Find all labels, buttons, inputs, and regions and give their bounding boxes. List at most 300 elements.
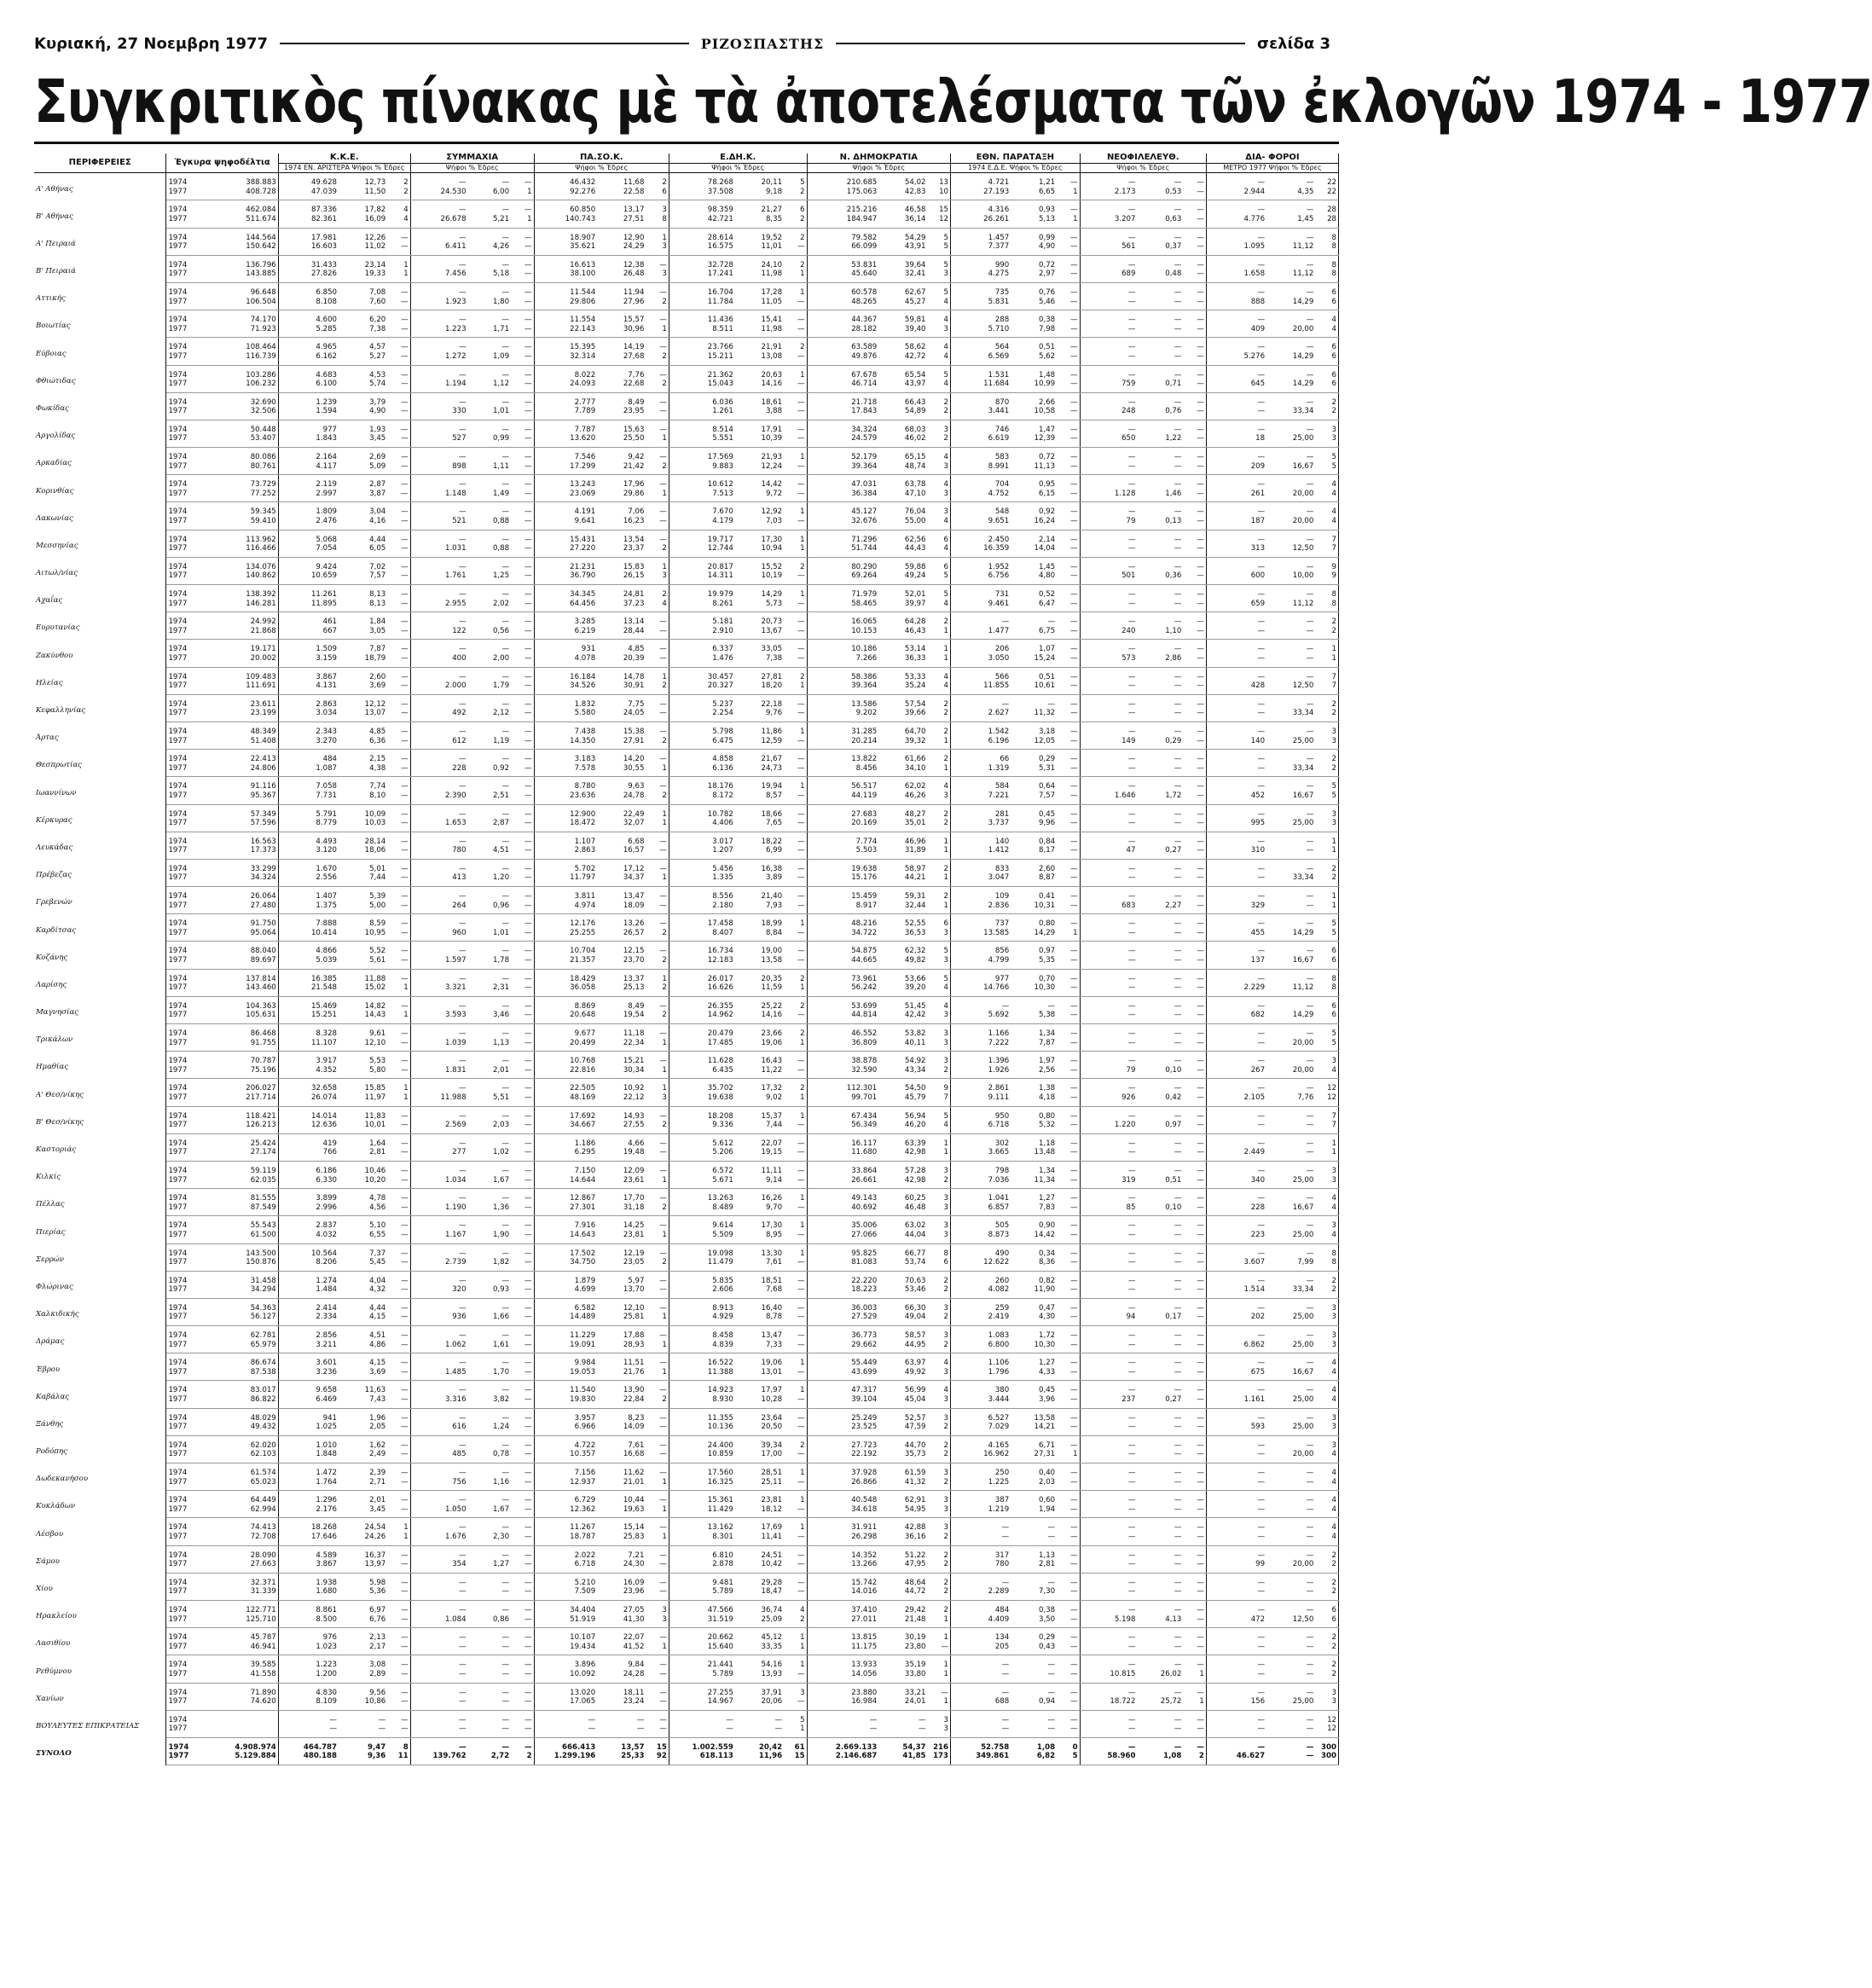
value-cell: —	[1257, 507, 1266, 517]
value-cell: 1.128	[1080, 490, 1137, 502]
table-row	[34, 1724, 1339, 1737]
value-cell: 264	[410, 901, 467, 914]
value-cell: 2,02	[468, 600, 512, 612]
value-cell: 11,51	[623, 1359, 645, 1368]
value-cell: 17.485	[669, 1039, 734, 1052]
value-cell: —	[501, 370, 510, 380]
value-cell: 31,18	[597, 1203, 646, 1216]
value-cell: 1	[646, 1176, 669, 1189]
value-cell: 12,73	[364, 178, 386, 188]
value-cell: —	[1080, 1285, 1137, 1298]
value-cell: 22,07	[623, 1633, 645, 1643]
value-cell: 2,01	[468, 1066, 512, 1079]
value-cell: 11,32	[1011, 709, 1057, 722]
value-cell: 15.176	[807, 873, 878, 886]
value-cell: 1,13	[468, 1039, 512, 1052]
value-cell: —	[1057, 1106, 1080, 1121]
value-cell: 1	[646, 1368, 669, 1381]
value-cell: —	[1174, 370, 1182, 380]
value-cell: —	[387, 819, 410, 832]
region-name: Χίου	[34, 1573, 166, 1600]
value-cell: 4,35	[1266, 188, 1315, 200]
value-cell: 4	[1315, 475, 1338, 490]
value-cell: 0,29	[1039, 755, 1056, 764]
value-cell: 116.739	[209, 352, 278, 365]
value-cell: —	[1127, 1742, 1136, 1752]
value-cell: —	[1080, 1450, 1137, 1463]
value-cell: —	[387, 1435, 410, 1450]
value-cell: 2	[646, 1203, 669, 1216]
value-cell: 10.107	[570, 1633, 596, 1643]
value-cell: —	[387, 1148, 410, 1161]
value-cell: 25,00	[1266, 1395, 1315, 1408]
value-cell: —	[1057, 1615, 1080, 1628]
value-cell: 380	[994, 1386, 1010, 1395]
value-cell: 16,26	[761, 1194, 783, 1203]
value-cell: —	[1174, 1605, 1182, 1614]
value-cell: 704	[994, 480, 1010, 490]
value-cell: 40.692	[807, 1203, 878, 1216]
value-cell: —	[1306, 1221, 1314, 1231]
value-cell: —	[1306, 1715, 1314, 1724]
value-cell: —	[387, 325, 410, 338]
value-cell: —	[511, 1643, 534, 1655]
value-cell: 61.500	[209, 1231, 278, 1243]
value-cell: —	[1183, 1353, 1206, 1368]
value-cell: —	[459, 617, 467, 627]
value-cell: —	[511, 434, 534, 447]
value-cell: 32.506	[209, 407, 278, 420]
value-cell: 3.017	[712, 837, 733, 846]
value-cell: 13,48	[1011, 1148, 1057, 1161]
value-cell: 96.648	[209, 282, 278, 297]
value-cell: 4	[928, 380, 951, 392]
value-cell: 505	[994, 1221, 1010, 1231]
value-cell: —	[387, 654, 410, 667]
value-cell: 150.642	[209, 242, 278, 255]
value-cell: 3	[1315, 1216, 1338, 1231]
value-cell: 1	[784, 1655, 807, 1670]
value-cell: 12,38	[623, 260, 645, 270]
value-cell: —	[1137, 819, 1183, 832]
value-cell: 34.324	[209, 873, 278, 886]
value-cell: 2.176	[278, 1505, 339, 1518]
region-name: Δράμας	[34, 1326, 166, 1353]
value-cell: 20.479	[707, 1029, 733, 1038]
value-cell: —	[1174, 1057, 1182, 1066]
value-cell: —	[511, 654, 534, 667]
value-cell: 1,34	[1039, 1029, 1056, 1038]
value-cell: 2.173	[1080, 188, 1137, 200]
value-cell: 4,66	[628, 1139, 645, 1148]
value-cell: 28.182	[807, 325, 878, 338]
value-cell: —	[1057, 1518, 1080, 1533]
value-cell: 14.014	[310, 1111, 338, 1121]
value-cell: —	[387, 1066, 410, 1079]
value-cell: —	[387, 1573, 410, 1587]
value-cell: 2	[784, 255, 807, 270]
value-cell: 31.458	[209, 1271, 278, 1285]
value-cell: —	[784, 1545, 807, 1560]
value-cell: —	[646, 310, 669, 325]
value-cell: —	[1266, 654, 1315, 667]
value-cell: 28.090	[209, 1545, 278, 1560]
value-cell: 1	[511, 188, 534, 200]
value-cell: 18,66	[761, 809, 783, 819]
value-cell: 409	[1206, 325, 1266, 338]
value-cell: 7.058	[316, 782, 338, 791]
value-cell: 14,19	[623, 343, 645, 352]
value-cell: —	[410, 1697, 467, 1710]
value-cell: 5,46	[1011, 298, 1057, 310]
value-cell: —	[1174, 562, 1182, 571]
value-cell	[209, 1710, 278, 1724]
value-cell: —	[1057, 873, 1080, 886]
value-cell: 1	[928, 627, 951, 640]
value-cell: —	[1127, 1496, 1136, 1505]
value-cell: 42,72	[878, 352, 927, 365]
value-cell: 29,42	[904, 1605, 926, 1614]
value-cell: —	[387, 1189, 410, 1203]
value-cell: —	[646, 1545, 669, 1560]
value-cell: 99	[1206, 1560, 1266, 1573]
value-cell: 33,34	[1266, 764, 1315, 777]
value-cell: 4.858	[712, 755, 733, 764]
value-cell: 43,34	[878, 1066, 927, 1079]
value-cell: 1,67	[468, 1176, 512, 1189]
table-row	[34, 1710, 1339, 1724]
year-cell: 1974	[168, 1469, 188, 1477]
value-cell: —	[784, 1148, 807, 1161]
value-cell: 1	[928, 873, 951, 886]
value-cell: 17.646	[278, 1533, 339, 1545]
value-cell: 6.810	[712, 1550, 733, 1560]
value-cell: —	[511, 1697, 534, 1710]
value-cell: —	[387, 1203, 410, 1216]
value-cell: —	[459, 755, 467, 764]
value-cell: —	[1183, 1341, 1206, 1353]
value-cell: 13.815	[851, 1633, 878, 1643]
value-cell: 75.196	[209, 1066, 278, 1079]
value-cell: 18,22	[761, 837, 783, 846]
value-cell: 40.548	[851, 1496, 878, 1505]
year-cell: 1977	[166, 764, 210, 777]
value-cell: 98.359	[707, 206, 733, 215]
value-cell: —	[1057, 571, 1080, 584]
value-cell: —	[1080, 1724, 1137, 1737]
value-cell: 6	[928, 557, 951, 571]
value-cell: 490	[994, 1249, 1010, 1258]
value-cell: —	[1174, 617, 1182, 627]
value-cell: 62.035	[209, 1176, 278, 1189]
value-cell: 92.276	[534, 188, 597, 200]
value-cell: 32.590	[807, 1066, 878, 1079]
value-cell: 3	[1315, 1326, 1338, 1341]
table-row	[34, 1258, 1339, 1271]
value-cell: 4.699	[534, 1285, 597, 1298]
value-cell: —	[1206, 1478, 1266, 1491]
value-cell: 21.548	[278, 983, 339, 996]
value-cell: 2	[784, 215, 807, 228]
value-cell: 58.960	[1080, 1752, 1137, 1765]
value-cell: —	[784, 1258, 807, 1271]
value-cell: 9.614	[712, 1221, 733, 1231]
value-cell: 1.186	[574, 1139, 596, 1148]
value-cell: 19,33	[339, 270, 387, 282]
value-cell: —	[1306, 1303, 1314, 1313]
value-cell: —	[1080, 1368, 1137, 1381]
value-cell: 60.850	[570, 206, 596, 215]
value-cell: 9,96	[1011, 819, 1057, 832]
value-cell: —	[1127, 755, 1136, 764]
value-cell: —	[1174, 1688, 1182, 1697]
value-cell: —	[646, 709, 669, 722]
value-cell: —	[1174, 1469, 1182, 1477]
value-cell: —	[784, 1176, 807, 1189]
region-name: Λευκάδας	[34, 832, 166, 859]
value-cell: —	[784, 517, 807, 530]
value-cell: 1,46	[1137, 490, 1183, 502]
value-cell: 11.628	[707, 1057, 733, 1066]
value-cell: 1,27	[1039, 1359, 1056, 1368]
value-cell: 66	[1000, 755, 1010, 764]
value-cell: 6.800	[951, 1341, 1011, 1353]
value-cell: —	[501, 397, 510, 407]
value-cell: —	[387, 352, 410, 365]
value-cell: 25.424	[209, 1133, 278, 1148]
value-cell: —	[387, 1628, 410, 1643]
value-cell: 3	[1315, 1408, 1338, 1423]
value-cell: 46,02	[878, 434, 927, 447]
value-cell: —	[1266, 1533, 1315, 1545]
value-cell: —	[1183, 1395, 1206, 1408]
value-cell: —	[459, 1496, 467, 1505]
year-cell: 1974	[168, 178, 188, 188]
value-cell: 12,19	[623, 1249, 645, 1258]
value-cell: 4.316	[988, 206, 1010, 215]
value-cell: 27,05	[623, 1605, 645, 1614]
value-cell: —	[784, 1298, 807, 1313]
value-cell: 2	[1315, 1545, 1338, 1560]
value-cell: 6.862	[1206, 1341, 1266, 1353]
value-cell: 1,08	[1036, 1742, 1056, 1752]
value-cell: —	[1174, 809, 1182, 819]
value-cell: —	[1127, 1029, 1136, 1038]
value-cell: 48.216	[851, 919, 878, 929]
value-cell: —	[1080, 298, 1137, 310]
value-cell: 14.311	[669, 571, 734, 584]
value-cell: —	[1127, 1084, 1136, 1093]
value-cell: —	[1057, 612, 1080, 627]
year-cell: 1974	[168, 1221, 188, 1231]
value-cell: 5.580	[534, 709, 597, 722]
value-cell: 66,43	[904, 397, 926, 407]
value-cell: 5,36	[339, 1587, 387, 1600]
value-cell: 5,52	[369, 947, 386, 956]
value-cell: 2	[1315, 1655, 1338, 1670]
value-cell: —	[501, 1166, 510, 1175]
value-cell: 46,43	[878, 627, 927, 640]
value-cell: 15,37	[761, 1111, 783, 1121]
value-cell: —	[459, 397, 467, 407]
value-cell: 12.867	[570, 1194, 596, 1203]
value-cell: —	[1257, 947, 1266, 956]
value-cell: 6,05	[339, 544, 387, 557]
value-cell: 3.441	[951, 407, 1011, 420]
value-cell: —	[646, 694, 669, 709]
value-cell: —	[1080, 600, 1137, 612]
value-cell: 15,41	[761, 316, 783, 325]
value-cell: 1.680	[278, 1587, 339, 1600]
value-cell: 4,26	[468, 242, 512, 255]
value-cell: 2	[784, 969, 807, 983]
value-cell: 86.822	[209, 1395, 278, 1408]
value-cell: —	[501, 1715, 510, 1724]
value-cell: —	[387, 1491, 410, 1505]
value-cell: —	[511, 228, 534, 242]
value-cell: 2.627	[951, 709, 1011, 722]
value-cell: —	[501, 343, 510, 352]
value-cell: —	[1266, 1148, 1315, 1161]
value-cell: 1	[646, 1231, 669, 1243]
value-cell: —	[511, 1106, 534, 1121]
value-cell: 5,27	[339, 352, 387, 365]
value-cell: 1	[1315, 1148, 1338, 1161]
value-cell: 5,97	[628, 1276, 645, 1285]
value-cell: —	[1183, 325, 1206, 338]
value-cell: 13,47	[761, 1331, 783, 1341]
value-cell: 0,72	[1039, 260, 1056, 270]
state-deputies-label: ΒΟΥΛΕΥΤΕΣ ΕΠΙΚΡΑΤΕΙΑΣ	[34, 1710, 166, 1737]
year-cell: 1977	[166, 709, 210, 722]
value-cell: 86.674	[209, 1353, 278, 1368]
value-cell: 54,29	[904, 233, 926, 242]
value-cell: 2.863	[316, 699, 338, 709]
value-cell: —	[1257, 1440, 1266, 1450]
value-cell: 9,56	[369, 1688, 386, 1697]
value-cell: —	[646, 1724, 669, 1737]
value-cell: —	[1137, 1148, 1183, 1161]
value-cell: 3	[928, 929, 951, 942]
value-cell: 1.531	[988, 370, 1010, 380]
value-cell: 20,00	[1266, 490, 1315, 502]
value-cell: 3,96	[1011, 1395, 1057, 1408]
value-cell: 3	[646, 571, 669, 584]
value-cell: 2	[1315, 1670, 1338, 1683]
value-cell: —	[1183, 1478, 1206, 1491]
value-cell: 19,00	[761, 947, 783, 956]
value-cell: —	[501, 1523, 510, 1533]
value-cell: 12,50	[1266, 681, 1315, 694]
value-cell: —	[646, 1216, 669, 1231]
value-cell: 2	[928, 750, 951, 764]
value-cell: 388.883	[209, 173, 278, 188]
value-cell: 1	[387, 1093, 410, 1106]
value-cell: 3	[928, 270, 951, 282]
year-cell: 1977	[166, 462, 210, 475]
value-cell: 31.911	[851, 1523, 878, 1533]
value-cell: —	[501, 1661, 510, 1670]
value-cell: —	[1057, 1643, 1080, 1655]
value-cell: 49.628	[310, 178, 338, 188]
value-cell: —	[1047, 1523, 1056, 1533]
value-cell: 79	[1080, 1066, 1137, 1079]
value-cell: —	[1183, 544, 1206, 557]
value-cell: 16.385	[310, 974, 338, 983]
value-cell: 7.054	[278, 544, 339, 557]
table-row	[34, 654, 1339, 667]
value-cell: 3	[928, 1298, 951, 1313]
value-cell: —	[784, 1052, 807, 1066]
year-cell: 1977	[166, 654, 210, 667]
value-cell: 27.066	[807, 1231, 878, 1243]
region-name: Ευρυτανίας	[34, 612, 166, 640]
value-cell: 14,25	[623, 1221, 645, 1231]
value-cell: 3,89	[735, 873, 784, 886]
value-cell: —	[1174, 1386, 1182, 1395]
value-cell: 34.345	[570, 590, 596, 599]
value-cell: 25,00	[1266, 1423, 1315, 1435]
value-cell: 3	[1315, 1697, 1338, 1710]
value-cell: 5,32	[1011, 1121, 1057, 1133]
value-cell: 2	[784, 996, 807, 1011]
value-cell: 63,39	[904, 1139, 926, 1148]
value-cell: 2	[1315, 627, 1338, 640]
value-cell: —	[1127, 562, 1136, 571]
value-cell: 20,00	[1266, 1560, 1315, 1573]
value-cell: 6	[1315, 298, 1338, 310]
value-cell: 24,51	[761, 1550, 783, 1560]
value-cell: 12,26	[364, 233, 386, 242]
value-cell: 2	[784, 1435, 807, 1450]
value-cell: 31,89	[878, 846, 927, 859]
value-cell: 202	[1206, 1313, 1266, 1325]
value-cell: 16,24	[1011, 517, 1057, 530]
value-cell: —	[1266, 901, 1315, 914]
value-cell: —	[511, 255, 534, 270]
value-cell: —	[1206, 654, 1266, 667]
value-cell: 0,41	[1039, 892, 1056, 901]
value-cell: 1	[646, 1341, 669, 1353]
value-cell: 1	[1315, 901, 1338, 914]
table-row	[34, 887, 1339, 901]
value-cell: 58,62	[904, 343, 926, 352]
value-cell: —	[387, 600, 410, 612]
value-cell: 63,02	[904, 1221, 926, 1231]
value-cell: 48,74	[878, 462, 927, 475]
value-cell: 0,93	[468, 1285, 512, 1298]
value-cell: 3	[928, 1052, 951, 1066]
value-cell: 1.670	[316, 864, 338, 873]
value-cell: 19,15	[735, 1148, 784, 1161]
value-cell: 1	[646, 969, 669, 983]
value-cell: 1,45	[1039, 562, 1056, 571]
value-cell: —	[1257, 425, 1266, 434]
value-cell: 8	[1315, 1243, 1338, 1258]
value-cell: —	[387, 1106, 410, 1121]
value-cell: 23.766	[707, 343, 733, 352]
value-cell: 12,10	[623, 1303, 645, 1313]
value-cell: —	[784, 1313, 807, 1325]
value-cell: 0,90	[1039, 1221, 1056, 1231]
value-cell: —	[784, 1368, 807, 1381]
value-cell: 173	[928, 1752, 951, 1765]
value-cell: 24,54	[364, 1523, 386, 1533]
value-cell: 6	[1315, 956, 1338, 969]
value-cell: 15.742	[851, 1578, 878, 1587]
value-cell: 5	[928, 585, 951, 600]
value-cell: 13,67	[735, 627, 784, 640]
